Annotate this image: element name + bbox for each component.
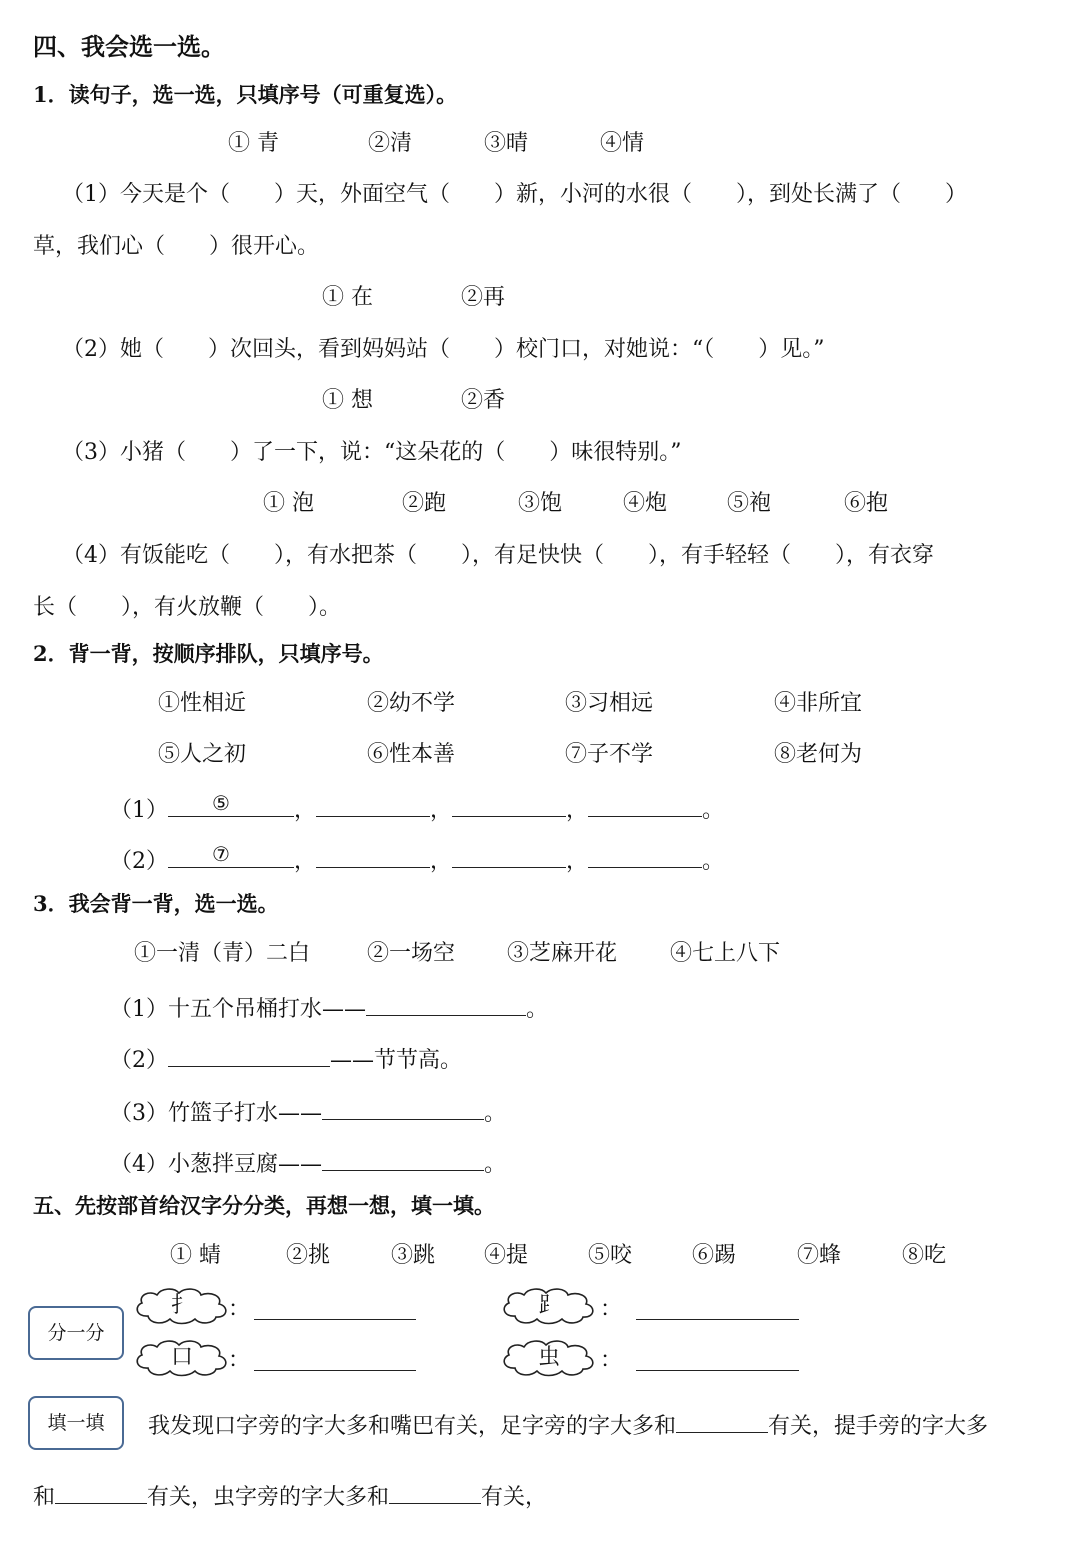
answer-text: ⑦	[212, 842, 230, 866]
q2-option: ④非所宜	[774, 691, 863, 716]
radical-mouth: 口	[170, 1345, 193, 1370]
answer-text: ⑤	[212, 791, 230, 815]
q1-sentence-1-line-1: （1）今天是个（ ）天，外面空气（ ）新，小河的水很（ ），到处长满了（ ）	[62, 182, 968, 207]
s5-char: ④提	[484, 1243, 529, 1268]
colon: ：	[228, 1297, 251, 1322]
q3-option: ③芝麻开花	[507, 941, 618, 966]
q1-g1-option: ②清	[368, 131, 413, 156]
fill-line-2	[33, 1479, 547, 1513]
q1-g1-option: ① 青	[228, 131, 279, 156]
q3-text: 。	[526, 997, 549, 1022]
answer-blank[interactable]	[316, 843, 430, 868]
colon: ：	[600, 1348, 623, 1373]
q3-line-3	[110, 1095, 506, 1129]
q1-g2-option: ① 在	[322, 285, 373, 310]
comma: ，	[294, 849, 317, 874]
q2-option: ⑧老何为	[774, 742, 863, 767]
q1-sentence-4-line-2: 长（ ），有火放鞭（ ）。	[33, 595, 342, 620]
q3-option: ①一清（青）二白	[134, 941, 311, 966]
answer-blank[interactable]	[452, 792, 566, 817]
q3-text: （2）	[110, 1048, 168, 1073]
answer-blank[interactable]	[636, 1295, 799, 1320]
fill-text: 有关，虫字旁的字大多和	[147, 1485, 390, 1510]
answer-blank[interactable]	[168, 1042, 330, 1067]
q1-sentence-2: （2）她（ ）次回头，看到妈妈站（ ）校门口，对她说：“（ ）见。”	[62, 337, 825, 362]
section-4-title: 四、我会选一选。	[33, 32, 225, 61]
fill-text: 有关，提手旁的字大多	[768, 1414, 989, 1439]
q1-sentence-1-line-2: 草，我们心（ ）很开心。	[33, 234, 320, 259]
classify-label-box: 分一分	[28, 1306, 124, 1360]
comma: ，	[294, 798, 317, 823]
q2-option: ⑥性本善	[367, 742, 456, 767]
radical-cloud-foot	[497, 1286, 601, 1326]
q1-g4-option: ⑤袍	[727, 491, 772, 516]
comma: ，	[566, 849, 589, 874]
answer-blank[interactable]	[452, 843, 566, 868]
q2-row-label: （2）	[110, 849, 168, 874]
s5-char: ⑤咬	[588, 1243, 633, 1268]
answer-blank[interactable]	[55, 1479, 147, 1504]
answer-blank[interactable]	[168, 843, 294, 868]
fill-line-1	[148, 1408, 988, 1442]
answer-blank[interactable]	[322, 1146, 484, 1171]
q1-g3-option: ① 想	[322, 388, 373, 413]
period: 。	[702, 849, 725, 874]
q2-option: ②幼不学	[367, 691, 456, 716]
q2-row-label: （1）	[110, 798, 168, 823]
s5-char: ① 蜻	[170, 1243, 221, 1268]
answer-blank[interactable]	[389, 1479, 481, 1504]
q1-g1-option: ③晴	[484, 131, 529, 156]
q2-option: ⑦子不学	[565, 742, 654, 767]
q3-text: 。	[484, 1101, 507, 1126]
fill-text: 我发现口字旁的字大多和嘴巴有关，足字旁的字大多和	[148, 1414, 677, 1439]
answer-blank[interactable]	[254, 1295, 416, 1320]
blank-wrap	[636, 1295, 799, 1329]
answer-blank[interactable]	[366, 991, 526, 1016]
q1-sentence-4-line-1: （4）有饭能吃（ ），有水把茶（ ），有足快快（ ），有手轻轻（ ），有衣穿	[62, 543, 935, 568]
q2-option: ①性相近	[158, 691, 247, 716]
q3-line-2	[110, 1042, 462, 1076]
q3-text: ——节节高。	[330, 1048, 463, 1073]
period: 。	[702, 798, 725, 823]
radical-cloud-insect	[497, 1338, 601, 1378]
radical-foot: ⻊	[537, 1293, 560, 1318]
q2-option: ③习相远	[565, 691, 654, 716]
radical-hand: 扌	[170, 1293, 193, 1318]
fill-text: 有关，	[481, 1485, 548, 1510]
s5-char: ③跳	[391, 1243, 436, 1268]
q3-text: （4）小葱拌豆腐——	[110, 1152, 322, 1177]
comma: ，	[566, 798, 589, 823]
radical-insect: 虫	[537, 1345, 560, 1370]
answer-blank[interactable]	[588, 792, 702, 817]
q3-line-1	[110, 991, 548, 1025]
s5-char: ⑥踢	[692, 1243, 737, 1268]
answer-blank[interactable]	[588, 843, 702, 868]
q3-option: ④七上八下	[670, 941, 781, 966]
s5-char: ②挑	[286, 1243, 331, 1268]
answer-blank[interactable]	[254, 1346, 416, 1371]
radical-cloud-mouth	[130, 1338, 234, 1378]
q3-option: ②一场空	[367, 941, 456, 966]
q3-text: 。	[484, 1152, 507, 1177]
q1-sentence-3: （3）小猪（ ）了一下，说：“这朵花的（ ）味很特别。”	[62, 440, 682, 465]
q2-title: 2．背一背，按顺序排队，只填序号。	[33, 641, 384, 666]
fill-text: 和	[33, 1485, 56, 1510]
answer-blank[interactable]	[676, 1408, 768, 1433]
answer-blank[interactable]	[322, 1095, 484, 1120]
radical-cloud-hand	[130, 1286, 234, 1326]
q1-g2-option: ②再	[461, 285, 506, 310]
section-5-title: 五、先按部首给汉字分分类，再想一想，填一填。	[33, 1193, 495, 1218]
colon: ：	[600, 1297, 623, 1322]
answer-blank[interactable]	[636, 1346, 799, 1371]
q2-answer-row-2	[110, 843, 724, 877]
q1-g1-option: ④情	[600, 131, 645, 156]
q1-g4-option: ③饱	[518, 491, 563, 516]
q3-line-4	[110, 1146, 506, 1180]
comma: ，	[430, 798, 453, 823]
blank-wrap	[254, 1346, 416, 1380]
q2-answer-row-1	[110, 792, 724, 826]
s5-char: ⑦蜂	[797, 1243, 842, 1268]
fill-label-box: 填一填	[28, 1396, 124, 1450]
q3-text: （1）十五个吊桶打水——	[110, 997, 366, 1022]
q1-g4-option: ④炮	[623, 491, 668, 516]
q3-text: （3）竹篮子打水——	[110, 1101, 322, 1126]
comma: ，	[430, 849, 453, 874]
answer-blank[interactable]	[316, 792, 430, 817]
answer-blank[interactable]	[168, 792, 294, 817]
colon: ：	[228, 1348, 251, 1373]
q2-option: ⑤人之初	[158, 742, 247, 767]
q1-g4-option: ① 泡	[263, 491, 314, 516]
q1-g4-option: ②跑	[402, 491, 447, 516]
blank-wrap	[636, 1346, 799, 1380]
q1-title: 1．读句子，选一选，只填序号（可重复选）。	[33, 82, 458, 107]
blank-wrap	[254, 1295, 416, 1329]
q1-g4-option: ⑥抱	[844, 491, 889, 516]
s5-char: ⑧吃	[902, 1243, 947, 1268]
q3-title: 3．我会背一背，选一选。	[33, 891, 279, 916]
q1-g3-option: ②香	[461, 388, 506, 413]
